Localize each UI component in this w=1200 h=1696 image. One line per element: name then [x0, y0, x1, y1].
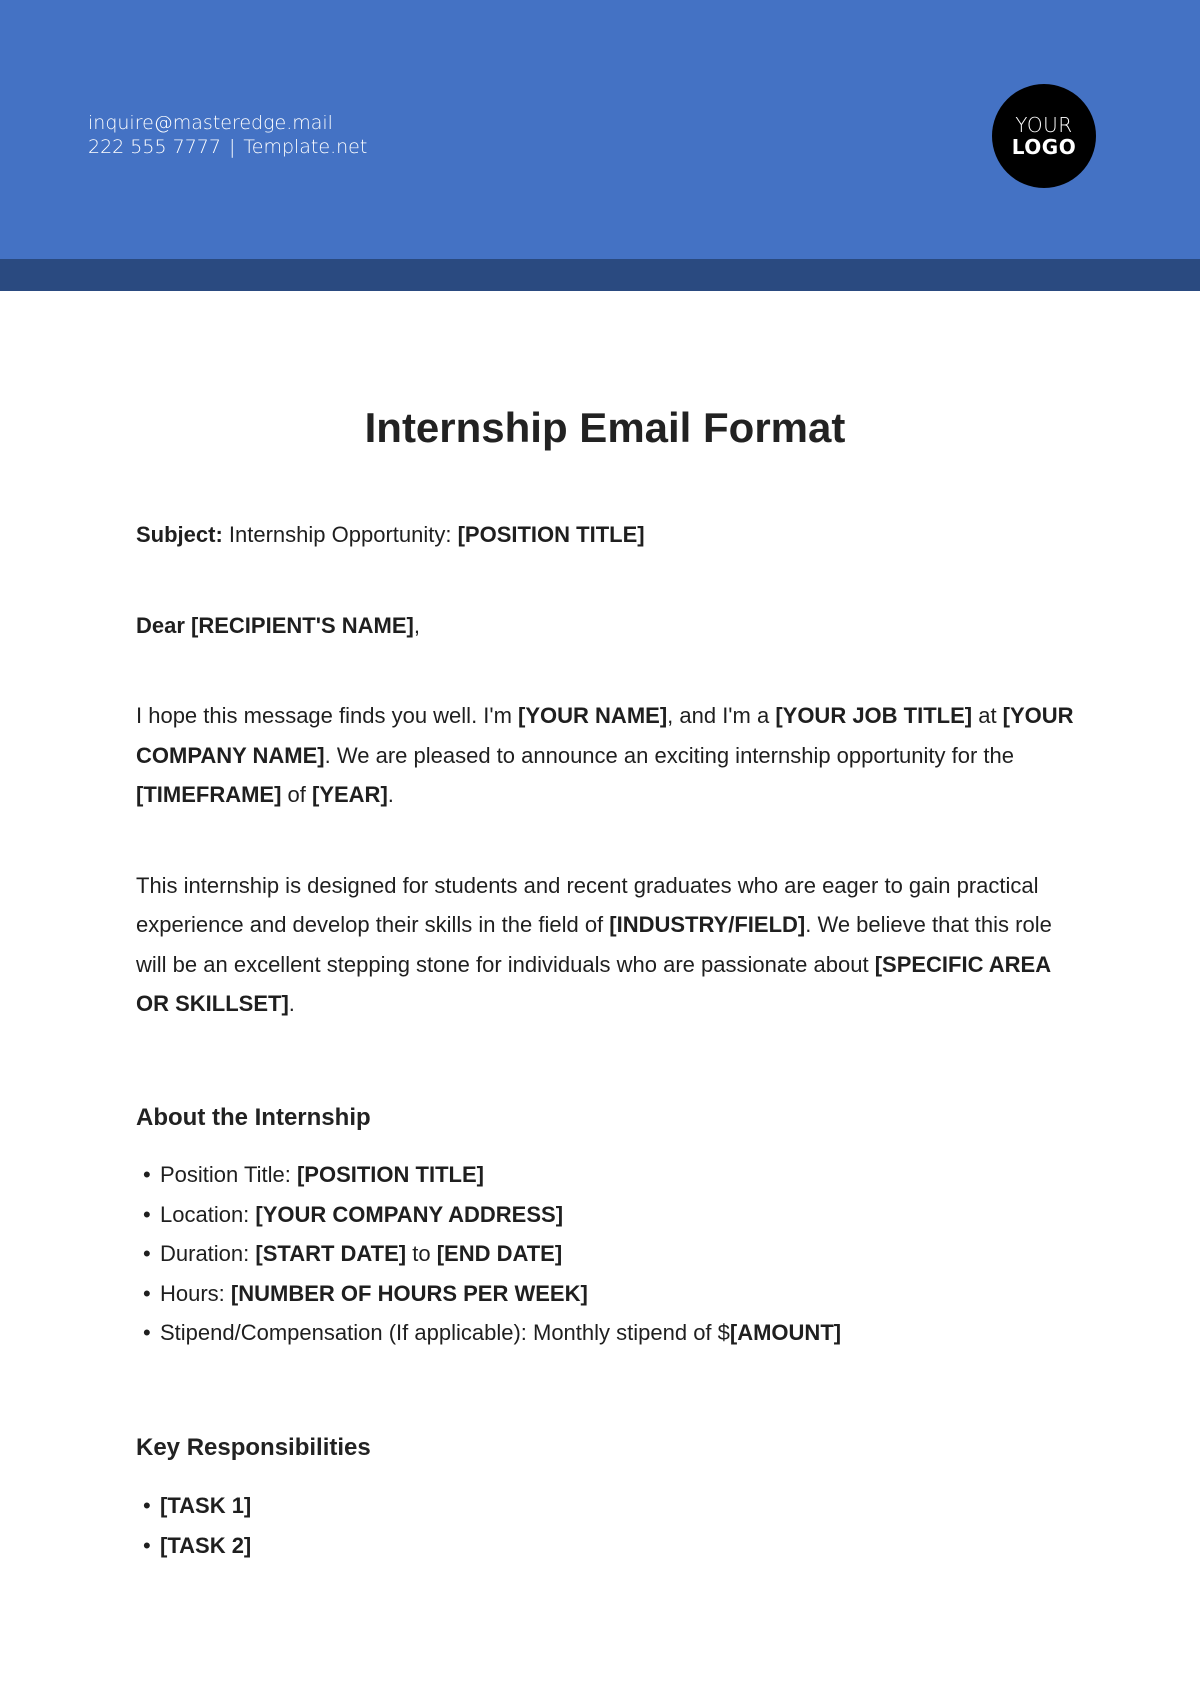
item-label: Stipend/Compensation (If applicable): Monthly stipend of $: [160, 1320, 730, 1345]
contact-phone: 222 555 7777: [88, 136, 221, 158]
item-value: [AMOUNT]: [729, 1320, 842, 1345]
item-connector: to: [406, 1241, 437, 1266]
placeholder-job-title: [YOUR JOB TITLE]: [775, 703, 973, 728]
contact-info: [88, 111, 367, 159]
task-item: [TASK 2]: [160, 1532, 252, 1558]
placeholder-industry: [INDUSTRY/FIELD]: [609, 912, 806, 937]
bullet-icon: •: [143, 1201, 151, 1227]
subject-line: [136, 515, 1076, 555]
about-list: [143, 1155, 841, 1353]
subject-label: Subject:: [136, 522, 223, 547]
contact-separator: |: [228, 136, 236, 158]
intro-text-3: at: [972, 703, 1003, 728]
description-text-2: . We believe that this role will be an excellent stepping stone for individuals who are passionate about: [136, 912, 1052, 977]
description-text-1: This internship is designed for students and recent graduates who are eager to gain practical experience and develop their skills in the field of: [136, 872, 1039, 937]
placeholder-skillset: [SPECIFIC AREA OR SKILLSET]: [136, 951, 1051, 1016]
bullet-icon: •: [143, 1493, 151, 1518]
list-item: [143, 1274, 841, 1314]
placeholder-year: [YEAR]: [312, 782, 388, 807]
list-item: [143, 1526, 251, 1566]
item-value: [POSITION TITLE]: [296, 1162, 484, 1187]
bullet-icon: •: [143, 1241, 151, 1266]
contact-email: inquire@masteredge.mail: [88, 112, 333, 134]
item-value: [YOUR COMPANY ADDRESS]: [255, 1201, 564, 1227]
item-label: Duration:: [160, 1241, 256, 1266]
description-text-3: .: [288, 991, 295, 1016]
subject-text: Internship Opportunity:: [222, 522, 458, 547]
item-value: [NUMBER OF HOURS PER WEEK]: [230, 1280, 588, 1306]
intro-text-1: I hope this message finds you well. I'm: [136, 703, 519, 728]
responsibilities-heading: Key Responsibilities: [136, 1434, 371, 1461]
greeting-comma: ,: [413, 612, 420, 638]
bullet-icon: •: [143, 1162, 151, 1187]
responsibilities-list: [143, 1486, 251, 1565]
intro-text-5: of: [281, 782, 312, 807]
bullet-icon: •: [143, 1320, 151, 1345]
description-paragraph: [136, 866, 1076, 1024]
list-item: [143, 1234, 841, 1274]
about-heading: About the Internship: [136, 1104, 371, 1131]
greeting-salutation: Dear [RECIPIENT'S NAME]: [136, 612, 414, 638]
item-label: Location:: [160, 1201, 256, 1227]
subject-position: [POSITION TITLE]: [457, 522, 645, 547]
list-item: [143, 1195, 841, 1235]
item-value-start: [START DATE]: [255, 1241, 407, 1266]
company-logo: [992, 84, 1096, 188]
bullet-icon: •: [143, 1532, 151, 1558]
item-value-end: [END DATE]: [436, 1241, 563, 1266]
task-item: [TASK 1]: [160, 1493, 252, 1518]
list-item: [143, 1155, 841, 1195]
intro-text-2: , and I'm a: [667, 703, 776, 728]
greeting: [136, 606, 1076, 646]
placeholder-timeframe: [TIMEFRAME]: [136, 782, 282, 807]
list-item: [143, 1313, 841, 1353]
item-label: Hours:: [160, 1280, 231, 1306]
email-body: [136, 515, 1076, 1024]
intro-text-4: . We are pleased to announce an exciting internship opportunity for the: [324, 742, 1015, 768]
contact-phone-website: [88, 135, 367, 159]
logo-line-1: YOUR: [1015, 113, 1073, 137]
contact-website: Template.net: [243, 136, 368, 158]
item-label: Position Title:: [160, 1162, 297, 1187]
intro-text-6: .: [387, 782, 394, 807]
logo-line-2: LOGO: [1011, 135, 1077, 159]
document-title: Internship Email Format: [364, 404, 846, 451]
bullet-icon: •: [143, 1280, 151, 1306]
list-item: [143, 1486, 251, 1526]
header-stripe: [0, 259, 1200, 291]
placeholder-your-name: [YOUR NAME]: [518, 703, 668, 728]
intro-paragraph: [136, 696, 1076, 815]
placeholder-company-name: [YOUR COMPANY NAME]: [136, 703, 1074, 768]
